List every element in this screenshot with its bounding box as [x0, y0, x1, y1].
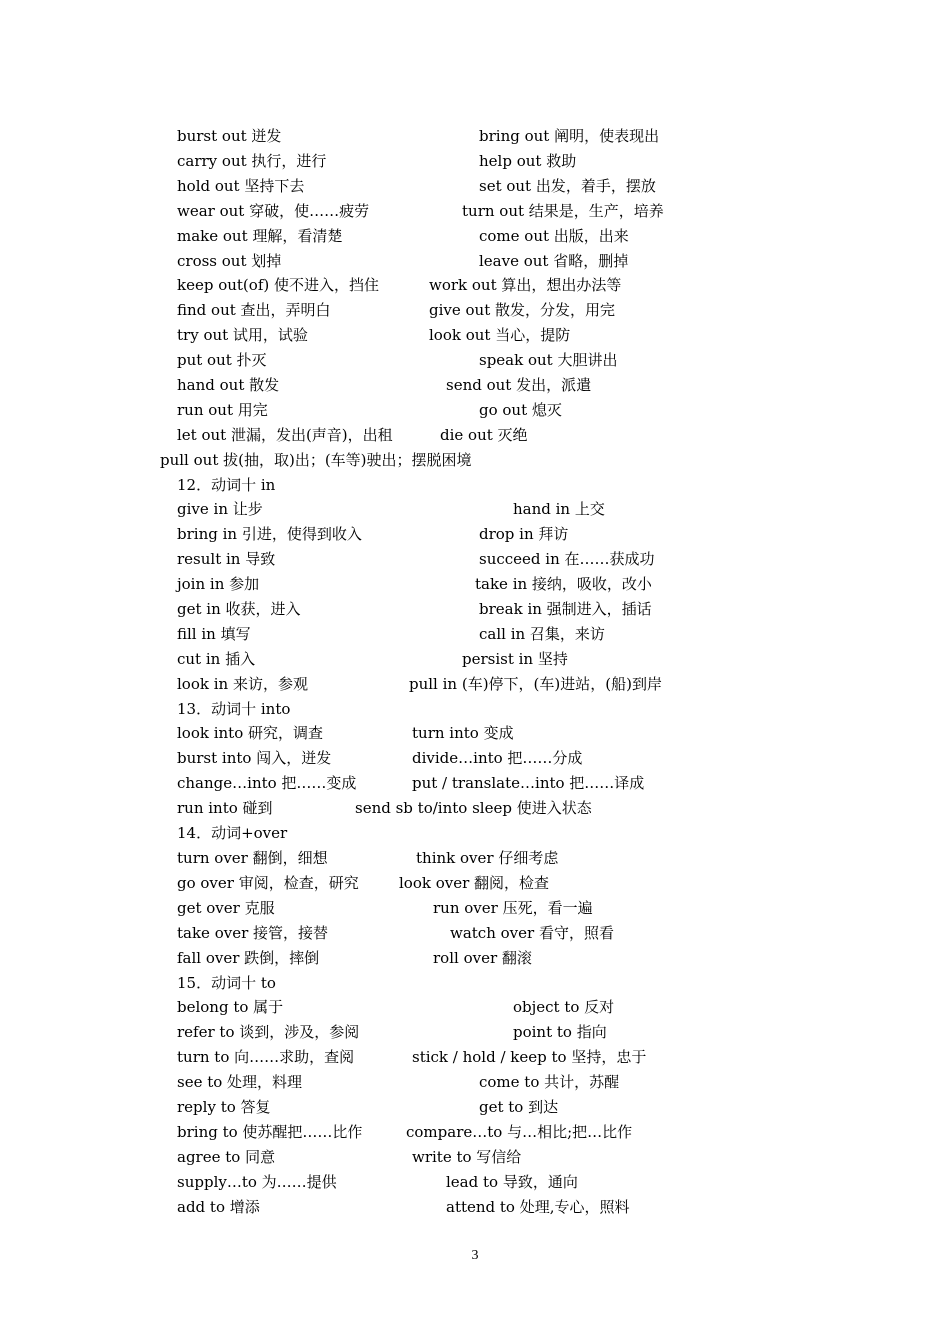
entry-run-over: run over 压死，看一遍 — [433, 899, 593, 917]
entry-come-to: come to 共计，苏醒 — [479, 1073, 620, 1091]
entry-carry-out: carry out 执行，进行 — [177, 152, 327, 170]
entry-cut-in: cut in 插入 — [177, 650, 256, 668]
entry-result-in: result in 导致 — [177, 550, 276, 568]
entry-bring-in: bring in 引进，使得到收入 — [177, 525, 362, 543]
entry-get-over: get over 克服 — [177, 899, 275, 917]
section-heading-to: 15．动词十 to — [177, 974, 276, 992]
entry-try-out: try out 试用，试验 — [177, 326, 308, 344]
entry-take-over: take over 接管，接替 — [177, 924, 329, 942]
page-number: 3 — [471, 1248, 479, 1263]
entry-cross-out: cross out 划掉 — [177, 252, 282, 270]
entry-pull-out: pull out 拔(抽，取)出；(车等)驶出；摆脱困境 — [160, 451, 472, 469]
section-heading-in: 12．动词十 in — [177, 476, 276, 494]
entry-point-to: point to 指向 — [513, 1023, 607, 1041]
entry-come-out: come out 出版，出来 — [479, 227, 629, 245]
entry-change-into: change…into 把……变成 — [177, 774, 357, 792]
entry-think-over: think over 仔细考虑 — [416, 849, 559, 867]
entry-pull-in: pull in (车)停下，(车)进站，(船)到岸 — [409, 675, 662, 693]
entry-send-out: send out 发出，派遣 — [446, 376, 592, 394]
entry-turn-over: turn over 翻倒，细想 — [177, 849, 328, 867]
entry-compare-to: compare…to 与…相比;把…比作 — [406, 1123, 633, 1141]
entry-call-in: call in 召集，来访 — [479, 625, 605, 643]
entry-speak-out: speak out 大胆讲出 — [479, 351, 618, 369]
entry-turn-out: turn out 结果是，生产，培养 — [462, 202, 664, 220]
entry-let-out: let out 泄漏，发出(声音)，出租 — [177, 426, 393, 444]
entry-object-to: object to 反对 — [513, 998, 615, 1016]
entry-hand-in: hand in 上交 — [513, 500, 605, 518]
entry-wear-out: wear out 穿破，使……疲劳 — [177, 202, 370, 220]
entry-set-out: set out 出发，着手，摆放 — [479, 177, 656, 195]
entry-run-out: run out 用完 — [177, 401, 268, 419]
entry-write-to: write to 写信给 — [412, 1148, 522, 1166]
entry-look-out: look out 当心，提防 — [429, 326, 571, 344]
entry-bring-out: bring out 阐明，使表现出 — [479, 127, 660, 145]
entry-burst-out: burst out 迸发 — [177, 127, 282, 145]
entry-go-out: go out 熄灭 — [479, 401, 562, 419]
section-heading-over: 14．动词+over — [177, 824, 288, 842]
entry-look-in: look in 来访，参观 — [177, 675, 308, 693]
entry-lead-to: lead to 导致，通向 — [446, 1173, 578, 1191]
entry-find-out: find out 查出，弄明白 — [177, 301, 331, 319]
entry-put-translate-into: put / translate…into 把……译成 — [412, 774, 645, 792]
entry-stick-hold-keep-to: stick / hold / keep to 坚持，忠于 — [412, 1048, 647, 1066]
entry-belong-to: belong to 属于 — [177, 998, 284, 1016]
entry-go-over: go over 审阅，检查，研究 — [177, 874, 359, 892]
entry-roll-over: roll over 翻滚 — [433, 949, 532, 967]
entry-join-in: join in 参加 — [177, 575, 260, 593]
entry-supply-to: supply…to 为……提供 — [177, 1173, 337, 1191]
entry-help-out: help out 救助 — [479, 152, 577, 170]
entry-get-in: get in 收获，进入 — [177, 600, 301, 618]
entry-divide-into: divide…into 把……分成 — [412, 749, 583, 767]
entry-run-into: run into 碰到 — [177, 799, 273, 817]
entry-bring-to: bring to 使苏醒把……比作 — [177, 1123, 363, 1141]
entry-burst-into: burst into 闯入，迸发 — [177, 749, 332, 767]
entry-take-in: take in 接纳，吸收，改小 — [475, 575, 652, 593]
entry-work-out: work out 算出，想出办法等 — [429, 276, 622, 294]
entry-agree-to: agree to 同意 — [177, 1148, 276, 1166]
entry-turn-to: turn to 向……求助，查阅 — [177, 1048, 355, 1066]
entry-send-to-sleep: send sb to/into sleep 使进入状态 — [355, 799, 592, 817]
entry-make-out: make out 理解，看清楚 — [177, 227, 343, 245]
entry-look-over: look over 翻阅，检查 — [399, 874, 550, 892]
entry-drop-in: drop in 拜访 — [479, 525, 569, 543]
entry-reply-to: reply to 答复 — [177, 1098, 271, 1116]
entry-refer-to: refer to 谈到，涉及，参阅 — [177, 1023, 360, 1041]
entry-give-in: give in 让步 — [177, 500, 263, 518]
entry-give-out: give out 散发，分发，用完 — [429, 301, 616, 319]
section-heading-into: 13．动词十 into — [177, 700, 291, 718]
entry-put-out: put out 扑灭 — [177, 351, 267, 369]
entry-hold-out: hold out 坚持下去 — [177, 177, 305, 195]
entry-keep-out: keep out(of) 使不进入，挡住 — [177, 276, 379, 294]
entry-hand-out: hand out 散发 — [177, 376, 280, 394]
entry-succeed-in: succeed in 在……获成功 — [479, 550, 655, 568]
entry-persist-in: persist in 坚持 — [462, 650, 568, 668]
entry-get-to: get to 到达 — [479, 1098, 559, 1116]
entry-add-to: add to 增添 — [177, 1198, 260, 1216]
entry-break-in: break in 强制进入，插话 — [479, 600, 652, 618]
entry-attend-to: attend to 处理,专心，照料 — [446, 1198, 630, 1216]
entry-leave-out: leave out 省略，删掉 — [479, 252, 629, 270]
entry-turn-into: turn into 变成 — [412, 724, 514, 742]
entry-fill-in: fill in 填写 — [177, 625, 251, 643]
entry-watch-over: watch over 看守，照看 — [450, 924, 614, 942]
entry-see-to: see to 处理，料理 — [177, 1073, 303, 1091]
entry-fall-over: fall over 跌倒，摔倒 — [177, 949, 320, 967]
entry-die-out: die out 灭绝 — [440, 426, 528, 444]
entry-look-into: look into 研究，调查 — [177, 724, 324, 742]
